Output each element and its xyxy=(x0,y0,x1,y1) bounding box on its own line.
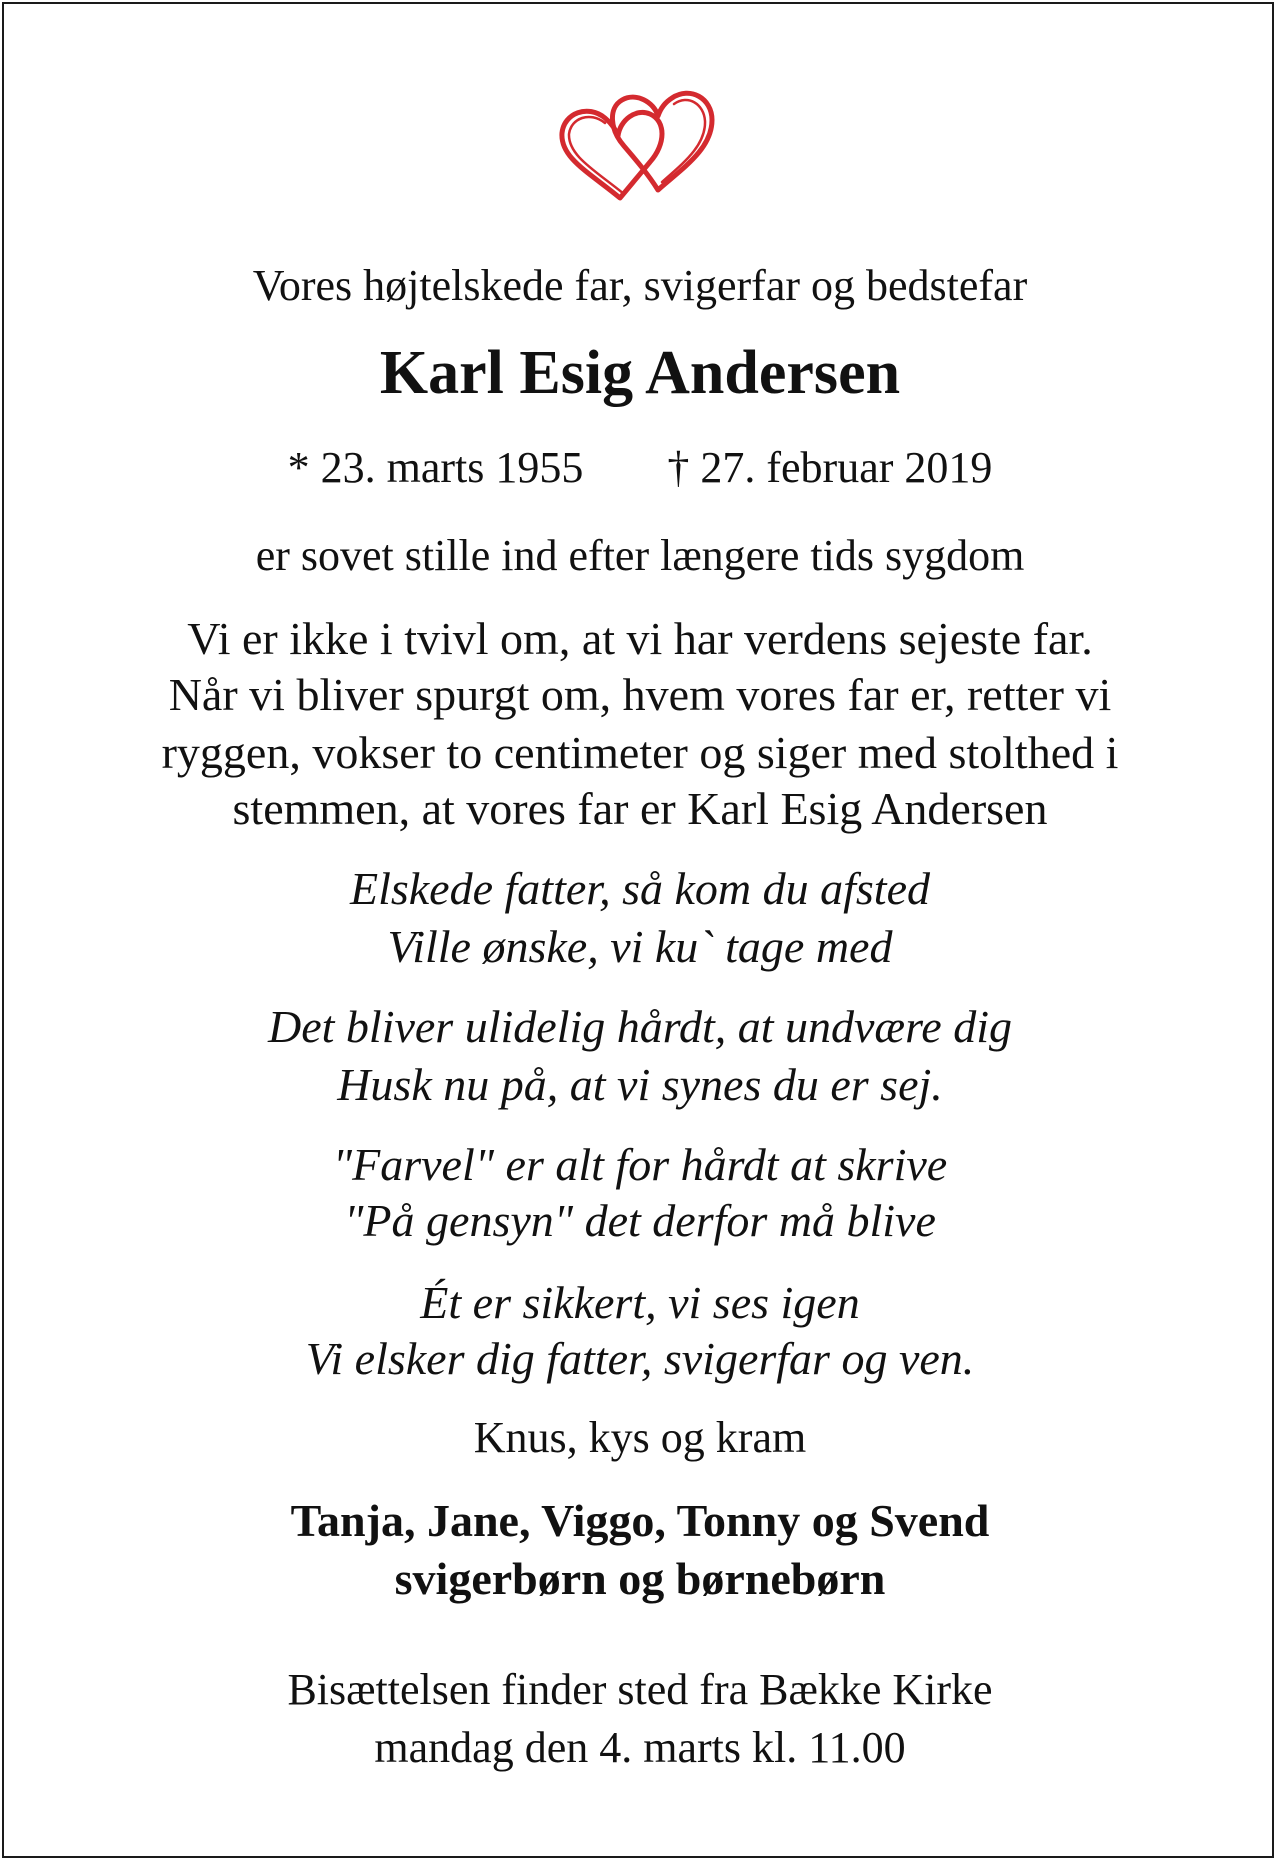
passing-line: er sovet stille ind efter længere tids sygdom xyxy=(255,531,1025,580)
died-date: 27. februar 2019 xyxy=(700,443,993,492)
tribute-line: stemmen, at vores far er Karl Esig Andersen xyxy=(232,783,1048,834)
died-mark: † xyxy=(667,443,690,492)
greeting-line: Knus, kys og kram xyxy=(473,1413,807,1462)
intro-line: Vores højtelskede far, svigerfar og bedstefar xyxy=(252,261,1028,310)
born-date: 23. marts 1955 xyxy=(320,443,584,492)
verse-line: Elskede fatter, så kom du afsted xyxy=(349,863,930,914)
two-hearts-icon xyxy=(550,78,730,208)
verse-line: Ét er sikkert, vi ses igen xyxy=(420,1277,860,1328)
funeral-time: mandag den 4. marts kl. 11.00 xyxy=(374,1723,906,1772)
verse-line: "Farvel" er alt for hårdt at skrive xyxy=(332,1139,948,1190)
family-names: Tanja, Jane, Viggo, Tonny og Svend xyxy=(290,1495,990,1546)
funeral-location: Bisættelsen finder sted fra Bække Kirke xyxy=(287,1665,993,1714)
tribute-line: Vi er ikke i tvivl om, at vi har verdens sejeste far. xyxy=(187,613,1093,664)
family-relations: svigerbørn og børnebørn xyxy=(394,1553,886,1604)
verse-line: Ville ønske, vi ku` tage med xyxy=(387,921,893,972)
tribute-line: Når vi bliver spurgt om, hvem vores far er, retter vi xyxy=(168,669,1112,720)
verse-line: Vi elsker dig fatter, svigerfar og ven. xyxy=(305,1333,975,1384)
tribute-line: ryggen, vokser to centimeter og siger med stolthed i xyxy=(161,727,1119,778)
life-dates xyxy=(0,442,1280,493)
verse-line: Det bliver ulidelig hårdt, at undvære dig xyxy=(268,1001,1012,1052)
born-mark: * xyxy=(287,443,310,492)
verse-line: Husk nu på, at vi synes du er sej. xyxy=(337,1059,943,1110)
verse-line: "På gensyn" det derfor må blive xyxy=(344,1195,936,1246)
deceased-name: Karl Esig Andersen xyxy=(379,339,901,407)
